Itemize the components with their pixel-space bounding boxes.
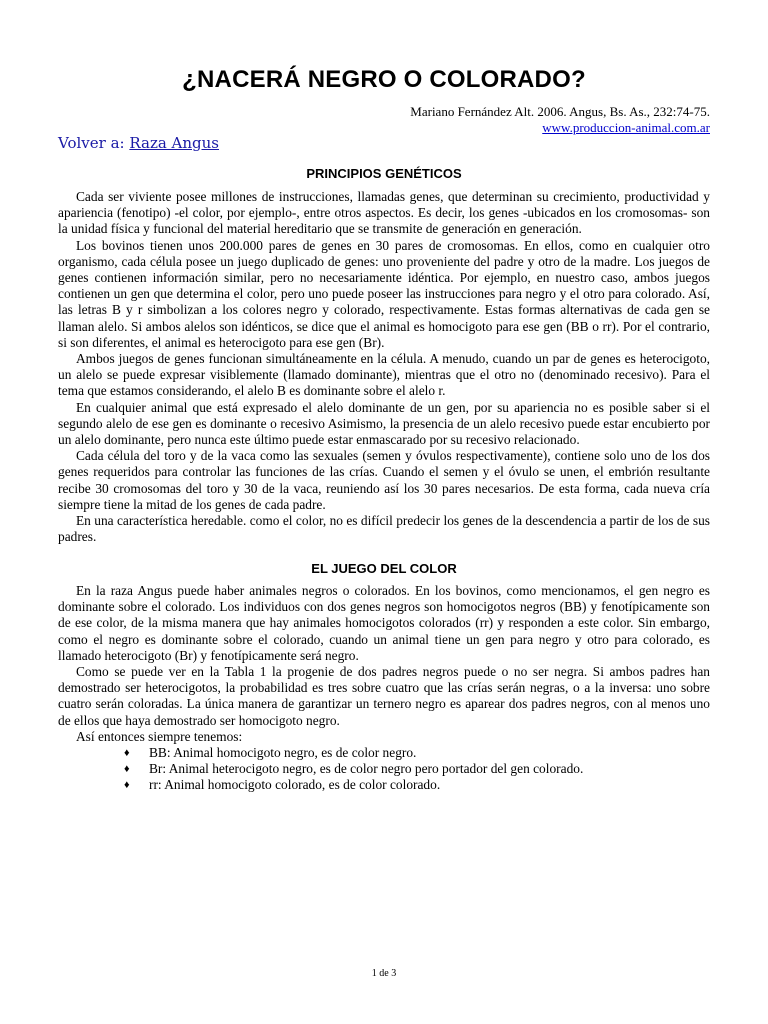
list-item-text: rr: Animal homocigoto colorado, es de color colorado. xyxy=(149,777,441,793)
paragraph: En una característica heredable. como el color, no es difícil predecir los genes de la descendencia a partir de los de sus padres. xyxy=(58,513,710,545)
diamond-bullet-icon: ♦ xyxy=(124,763,130,776)
list-item xyxy=(116,777,710,793)
list-item xyxy=(116,745,710,761)
citation-text: Mariano Fernández Alt. 2006. Angus, Bs. As., 232:74-75. xyxy=(410,104,710,119)
diamond-bullet-icon: ♦ xyxy=(124,747,130,760)
paragraph: Cada célula del toro y de la vaca como las sexuales (semen y óvulos respectivamente), contiene solo uno de los dos genes requeridos para controlar las funciones de las crías. Cuando el semen y el óvulo se unen, el embrión resultante recibe 30 cromosomas del toro y 30 de la vaca, reuniendo así los 30 pares necesarios. De esta forma, cada nueva cría siempre tiene la mitad de los genes de cada padre. xyxy=(58,448,710,512)
list-item-text: BB: Animal homocigoto negro, es de color negro. xyxy=(149,745,417,761)
back-prefix: Volver a: xyxy=(58,134,125,152)
paragraph: Así entonces siempre tenemos: xyxy=(76,728,243,744)
page-number: 1 de 3 xyxy=(371,968,397,979)
raza-angus-link[interactable]: Raza Angus xyxy=(129,134,220,152)
section-body-principios xyxy=(58,189,710,545)
paragraph: En la raza Angus puede haber animales negros o colorados. En los bovinos, como mencionamos, el gen negro es dominante sobre el colorado. Los individuos con dos genes negros son homocigotos negros (BB) y fenotípicamente son de ese color, de la misma manera que hay animales homocigotos colorados (rr) y responden a este color. Sin embargo, como el negro es dominante sobre el colorado, cuando un animal tiene un gen para negro y otro para colorado, es llamado heterocigoto (Br) y fenotípicamente será negro. xyxy=(58,583,710,663)
list-item-text: Br: Animal heterocigoto negro, es de color negro pero portador del gen colorado. xyxy=(149,761,584,777)
section-heading-principios: PRINCIPIOS GENÉTICOS xyxy=(306,166,462,181)
diamond-bullet-icon: ♦ xyxy=(124,779,130,792)
paragraph: Cada ser viviente posee millones de instrucciones, llamadas genes, que determinan su crecimiento, productividad y apariencia (fenotipo) -el color, por ejemplo-, entre otros aspectos. Es decir, los genes -ubicados en los cromosomas- son la unidad física y funcional del material hereditario que se transmite de generación en generación. xyxy=(58,189,710,237)
source-url-link[interactable]: www.produccion-animal.com.ar xyxy=(542,120,710,135)
back-navigation xyxy=(58,134,219,152)
list-item xyxy=(116,761,710,777)
section-heading-juego-color: EL JUEGO DEL COLOR xyxy=(311,561,457,576)
paragraph: Como se puede ver en la Tabla 1 la progenie de dos padres negros puede o no ser negra. Si ambos padres han demostrado ser heterocigotos, la probabilidad es tres sobre cuatro que las crías serán negras, o a la inversa: uno sobre cuatro serán coloradas. La única manera de garantizar un ternero negro es aparear dos padres negros, con al menos uno de ellos que haya demostrado ser homocigoto negro. xyxy=(58,664,710,728)
paragraph: En cualquier animal que está expresado el alelo dominante de un gen, por su apariencia no es posible saber si el segundo alelo de ese gen es dominante o recesivo Asimismo, la presencia de un alelo recesivo puede estar encubierto por un alelo dominante, pero nunca este último puede estar enmascarado por su recesivo relacionado. xyxy=(58,399,710,448)
genotype-list xyxy=(58,745,710,794)
section-body-juego-color xyxy=(58,583,710,794)
citation xyxy=(410,104,710,136)
paragraph: Ambos juegos de genes funcionan simultáneamente en la célula. A menudo, cuando un par de genes es heterocigoto, un alelo se puede expresar visiblemente (llamado dominante), mientras que el otro no (denominado recesivo). Para el tema que estamos considerando, el alelo B es dominante sobre el alelo r. xyxy=(58,351,710,399)
page-title: ¿NACERÁ NEGRO O COLORADO? xyxy=(182,66,586,93)
paragraph: Los bovinos tienen unos 200.000 pares de genes en 30 pares de cromosomas. En ellos, como en cualquier otro organismo, cada célula posee un juego duplicado de genes: uno proveniente del padre y otro de la madre. Los juegos de genes contienen información similar, pero no necesariamente idéntica. Por ejemplo, en nuestro caso, ambos juegos contienen un gen que determina el color, pero uno puede poseer las instrucciones para negro y el otro para colorado. Así, las letras B y r simbolizan a los colores negro y colorado, respectivamente. Estas formas alternativas de cada gen se llaman alelo. Si ambos alelos son idénticos, se dice que el animal es homocigoto para ese gen (BB o rr). Por el contrario, si son diferentes, el animal es heterocigoto para ese gen (Br). xyxy=(58,237,710,350)
